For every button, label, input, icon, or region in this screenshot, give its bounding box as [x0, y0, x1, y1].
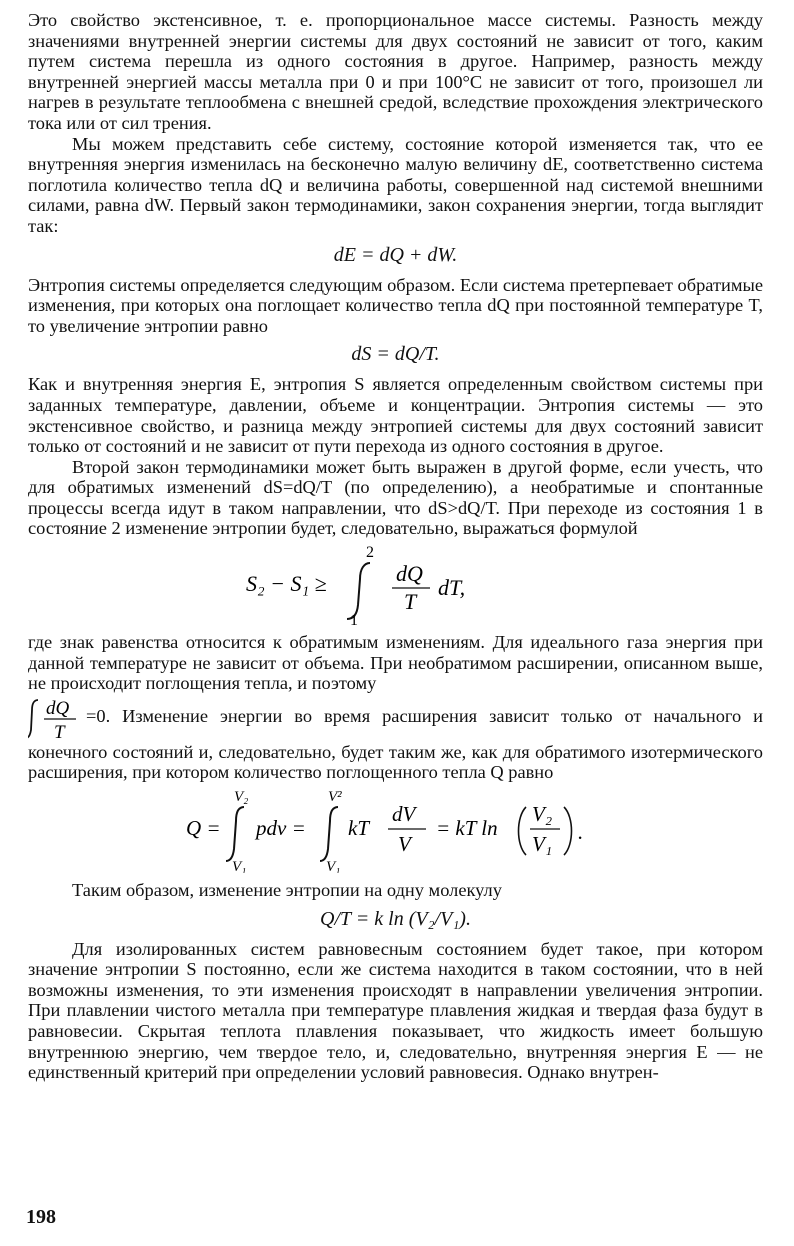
heat-end: . — [577, 820, 583, 845]
inline-integral-denominator: T — [54, 721, 65, 742]
formula-second-law — [28, 543, 763, 630]
second-law-lower-limit: 1 — [349, 612, 358, 626]
heat-body-1: pdv = — [255, 816, 306, 841]
inline-integral-numerator: dQ — [46, 697, 70, 719]
page-body — [28, 10, 763, 1083]
heat-q: Q = — [185, 816, 221, 841]
paragraph-5: Второй закон термодинамики может быть выражен в другой форме, если учесть, что для обратимых изменений dS=dQ/T (по определению), а необратимые и спонтанные процессы всегда идут в таком направлении, что dS>dQ/T. При переходе из состояния 1 в состояние 2 изменение энтропии будет, следовательно, выражаться формулой — [28, 456, 763, 539]
heat-integral-sign-2 — [320, 807, 338, 861]
second-law-lhs: S₂ − S₁ ≥ — [245, 571, 327, 597]
right-paren — [564, 807, 572, 855]
heat-upper-limit-2: V² — [327, 789, 342, 806]
heat-paren-numerator: V₂ — [531, 802, 552, 827]
heat-kt: kT — [347, 816, 369, 841]
formula-first-law: dE = dQ + dW. — [333, 243, 458, 266]
heat-upper-limit-1: V₂ — [233, 789, 248, 806]
paragraph-6b — [28, 694, 763, 783]
heat-integral-sign-1 — [226, 807, 244, 861]
heat-lower-limit-2: V₁ — [325, 859, 340, 874]
paragraph-2: Мы можем представить себе систему, состояние которой изменяется так, что ее внутренняя энергия изменилась на бесконечно малую величину dE, соответственно система поглотила количество тепла dQ и величина работы, совершенной над системой внешними силами, равна dW. Первый закон термодинамики, закон сохранения энергии, тогда выглядит так: — [28, 133, 763, 236]
heat-paren-denominator: V₁ — [531, 832, 552, 857]
heat-numerator: dV — [391, 802, 415, 827]
integral-sign — [347, 563, 370, 619]
second-law-upper-limit: 2 — [365, 544, 374, 562]
paragraph-3: Энтропия системы определяется следующим образом. Если система претерпевает обратимые изменения, при которых она поглощает количество тепла dQ при постоянной температуре T, то увеличение энтропии равно — [28, 274, 763, 336]
second-law-denominator: T — [403, 589, 416, 615]
heat-denominator: V — [397, 832, 411, 857]
inline-integral-sign — [28, 700, 38, 738]
second-law-numerator: dQ — [395, 561, 423, 587]
paragraph-6: где знак равенства относится к обратимым изменениям. Для идеального газа энергия при данной температуре не зависит от объема. При необратимом расширении, описанном выше, не происходит поглощения тепла, и поэтому — [28, 632, 763, 694]
paragraph-6b-text: =0. Изменение энергии во время расширения зависит только от начального и конечного состояний и, следовательно, будет таким же, как для обратимого изотермического расширения, при котором количество поглощенного тепла Q равно — [28, 706, 763, 783]
paragraph-8: Для изолированных систем равновесным состоянием будет такое, при котором значение энтропии S постоянно, если же система находится в таком состоянии, что в ней возможны изменения, то эти изменения происходят в направлении увеличения энтропии. При плавлении чистого металла при температуре плавления жидкая и твердая фаза будут в равновесии. Скрытая теплота плавления показывает, что жидкость имеет большую внутреннюю энергию, чем твердое тело, и, следовательно, внутренняя энергия E — не единственный критерий при определении условий равновесия. Однако внутрен- — [28, 938, 763, 1083]
formula-heat — [28, 787, 763, 878]
paragraph-1: Это свойство экстенсивное, т. е. пропорциональное массе системы. Разность между значениями внутренней энергии системы для двух состояний не зависит от того, каким путем система перешла из одного состояния в другое. Например, разность между внутренней энергией массы металла при 0 и при 100°С не зависит от того, произошел ли нагрев в результате теплообмена с внешней средой, вследствие прохождения электрического тока или от сил трения. — [28, 10, 763, 133]
formula-entropy-definition: dS = dQ/T. — [351, 343, 440, 366]
heat-lower-limit-1: V₁ — [231, 859, 246, 874]
second-law-tail: dT, — [437, 575, 465, 601]
left-paren — [518, 807, 526, 855]
paragraph-4: Как и внутренняя энергия E, энтропия S является определенным свойством системы при заданных температуре, давлении, объеме и концентрации. Энтропия системы — это экстенсивное свойство, и разница между энтропией системы для двух состояний зависит только от состояний и не зависит от пути перехода из одного состояния в другое. — [28, 374, 763, 457]
formula-entropy-per-molecule: Q/T = k ln (V₂/V₁). — [320, 907, 471, 930]
page-number: 198 — [26, 1206, 56, 1228]
paragraph-7: Таким образом, изменение энтропии на одну молекулу — [72, 880, 502, 901]
heat-eq: = kT ln — [435, 816, 498, 841]
